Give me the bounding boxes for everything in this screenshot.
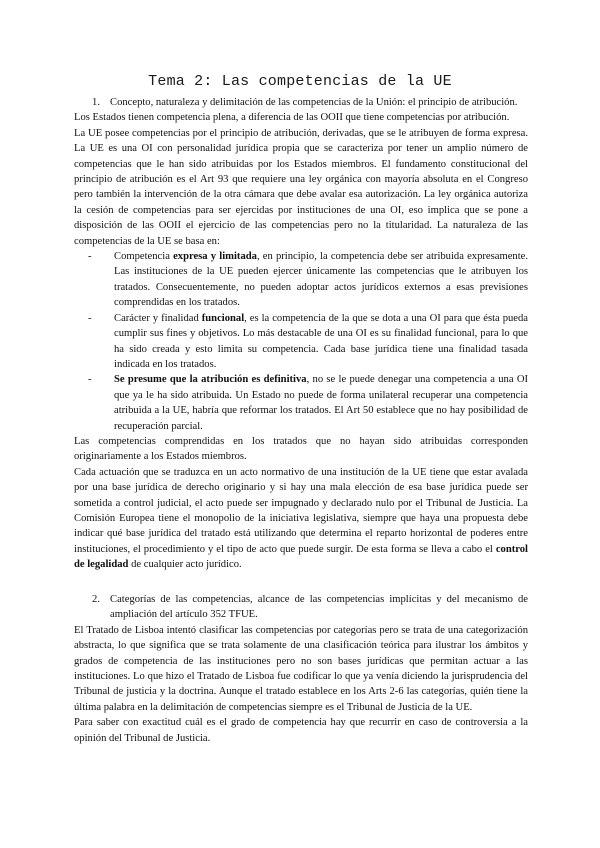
list-item-text: Se presume que la atribución es definitiva, no se le puede denegar una competencia a una OI que ya le ha sido atribuida. Un Estado no puede de forma unilateral recuperar una competencia atribuida a la UE, habría que reformar los tratados. El Art 50 establece que no hay posibilidad de recuperación parcial.	[114, 374, 528, 432]
paragraph: La UE posee competencias por el principio de atribución, derivadas, que se le atribuyen de forma expresa. La UE es una OI con personalidad jurídica propia que se caracteriza por tener un amplio número de competencias que le han sido atribuidas por los Estados miembros. El fundamento constitucional del principio de atribución es el Art 93 que requiere una ley orgánica con mayoría absoluta en el Congreso pero también la intervención de la otra cámara que debe avalar esa autorización. La ley orgánica autoriza la cesión de competencias para ser ejercidas por instituciones de una OI, eso implica que se pone a disposición de las OOII el ejercicio de las competencias pero no la titularidad. La naturaleza de las competencias de la UE se basa en:	[74, 127, 528, 247]
section-2-number: 2.	[92, 594, 100, 605]
list-item-text: Competencia expresa y limitada, en principio, la competencia debe ser atribuida expresamente. Las instituciones de la UE pueden ejercer únicamente las competencias que le atribuyen los tratados. Consecuentemente, no pueden adoptar actos jurídicos externos a esas previsiones comprendidas en los tratados.	[114, 251, 528, 309]
list-item	[88, 311, 528, 373]
emphasis: control de legalidad	[74, 543, 528, 571]
paragraph: El Tratado de Lisboa intentó clasificar las competencias por categorías pero se trata de una categorización abstracta, lo que significa que se trata solamente de una clasificación teórica para ilustrar los ámbitos y grados de competencia de las instituciones pero no son bases jurídicas que permitan actuar a las instituciones. Lo que hizo el Tratado de Lisboa fue codificar lo que ya venía diciendo la jurisprudencia del Tribunal de justicia y la doctrina. Aunque el tratado establece en los Arts 2-6 las categorías, quién tiene la última palabra en la delimitación de competencias siempre es el Tribunal de Justicia de la UE.	[74, 624, 528, 713]
bullet-mark: -	[88, 374, 92, 386]
paragraph: Las competencias comprendidas en los tratados que no hayan sido atribuidas corresponden originariamente a los Estados miembros.	[74, 435, 528, 463]
section-2	[74, 592, 528, 746]
list-item	[88, 372, 528, 434]
bullet-mark: -	[88, 251, 92, 263]
paragraph: Los Estados tienen competencia plena, a diferencia de las OOII que tiene competencias por atribución.	[74, 112, 510, 124]
list-item	[88, 249, 528, 311]
section-2-heading-text: Categorías de las competencias, alcance de las competencias implícitas y del mecanismo de ampliación del artículo 352 TFUE.	[110, 594, 528, 621]
section-2-heading	[74, 592, 528, 623]
paragraph: Para saber con exactitud cuál es el grado de competencia hay que recurrir en caso de controversia a la opinión del Tribunal de Justicia.	[74, 717, 528, 744]
section-1-heading-text: Concepto, naturaleza y delimitación de las competencias de la Unión: el principio de atribución.	[110, 97, 518, 108]
emphasis: expresa y limitada	[173, 251, 257, 263]
section-1	[74, 95, 528, 573]
list-item-text: Carácter y finalidad funcional, es la competencia de la que se dota a una OI para que ésta pueda cumplir sus fines y objetivos. Lo más destacable de una OI es su finalidad funcional, para lo que ha sido creada y esto limita su competencia. Cada base jurídica tiene una finalidad tasada indicada en los tratados.	[114, 312, 528, 370]
section-1-number: 1.	[92, 97, 100, 108]
bullet-mark: -	[88, 312, 92, 324]
emphasis: funcional	[201, 312, 245, 324]
page-title: Tema 2: Las competencias de la UE	[148, 73, 452, 90]
section-1-heading	[74, 95, 528, 110]
paragraph: Cada actuación que se traduzca en un acto normativo de una institución de la UE tiene que estar avalada por una base jurídica de derecho originario y si hay una mala elección de esa base jurídica puede ser sometida a control judicial, el acto puede ser impugnado y declarado nulo por el Tribunal de Justicia. La Comisión Europea tiene el monopolio de la iniciativa legislativa, siempre que haya una propuesta debe indicar qué base jurídica del tratado está utilizando que determina el reparto horizontal de poderes entre instituciones, el procedimiento y el tipo de acto que puede surgir. De esta forma se lleva a cabo el control de legalidad de cualquier acto jurídico.	[74, 466, 528, 571]
emphasis: Se presume que la atribución es definitiva	[114, 374, 307, 386]
